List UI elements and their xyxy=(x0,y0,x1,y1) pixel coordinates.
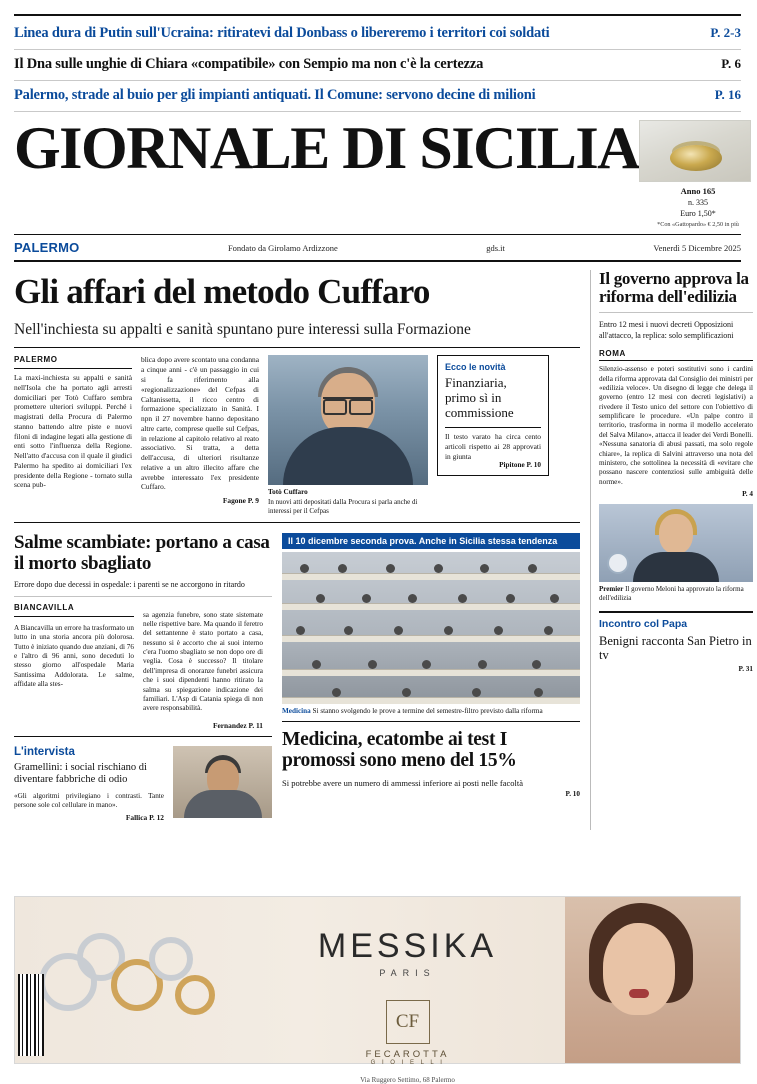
sidebar-kicker: ROMA xyxy=(599,349,753,361)
edition-city: PALERMO xyxy=(14,240,80,256)
lecture-row xyxy=(282,686,580,704)
website-label[interactable]: gds.it xyxy=(486,242,505,253)
lead-headline[interactable]: Gli affari del metodo Cuffaro xyxy=(14,272,430,312)
model-lips-shape xyxy=(629,989,649,998)
podium-emblem-icon xyxy=(607,552,629,574)
sidebar-page: P. 4 xyxy=(742,489,753,498)
papa-box-page: P. 31 xyxy=(738,665,753,674)
teaser-text: Palermo, strade al buio per gli impianti antiquati. Il Comune: servono decine di milioni xyxy=(14,87,536,103)
divider xyxy=(14,736,272,737)
teaser-page: P. 6 xyxy=(721,56,741,71)
teaser-page: P. 2-3 xyxy=(710,25,741,40)
sidebar-photo-caption xyxy=(599,585,753,603)
lecture-hall-image xyxy=(282,552,580,704)
masthead-logo-block xyxy=(14,115,639,181)
medicina-page: P. 10 xyxy=(565,789,580,798)
lead-photo-caption-text: In nuovi atti depositati dalla Procura si parla anche di interessi per il Cefpas xyxy=(268,497,418,515)
interview-kicker: L'intervista xyxy=(14,746,75,759)
salme-byline-page: P. 11 xyxy=(248,720,263,730)
teaser-page: P. 16 xyxy=(714,87,741,102)
medicina-story xyxy=(282,533,580,822)
student-head xyxy=(402,688,411,697)
medicina-dek: Si potrebbe avere un numero di ammessi inferiore ai posti nelle facoltà xyxy=(282,777,523,788)
portrait-body-shape xyxy=(184,790,262,818)
salme-kicker: BIANCAVILLA xyxy=(14,603,134,616)
sidebar-headline[interactable]: Il governo approva la riforma dell'edilizia xyxy=(599,269,749,307)
divider xyxy=(14,596,272,597)
student-head xyxy=(344,626,353,635)
newspaper-title: GIORNALE DI SICILIA xyxy=(14,115,639,181)
teaser-row[interactable] xyxy=(14,14,741,50)
interview-headline[interactable]: Gramellini: i social rischiano di diventare fabbriche di odio xyxy=(14,762,147,786)
divider xyxy=(282,721,580,722)
interview-story xyxy=(14,746,272,822)
student-head xyxy=(300,564,309,573)
student-head xyxy=(332,688,341,697)
lead-story-body xyxy=(14,355,580,516)
student-head xyxy=(534,688,543,697)
student-head xyxy=(312,660,321,669)
lead-byline-page: P. 9 xyxy=(247,496,259,506)
salme-byline-name: Fernandez xyxy=(212,720,247,730)
masthead xyxy=(14,115,741,230)
student-head xyxy=(506,594,515,603)
salme-headline[interactable]: Salme scambiate: portano a casa il morto sbagliato xyxy=(14,532,270,574)
desk-row xyxy=(282,635,580,642)
ad-store-sublabel: G I O I E L L I xyxy=(370,1060,445,1066)
teaser-row[interactable] xyxy=(14,81,741,112)
masthead-prezzo: Euro 1,50* xyxy=(680,208,716,218)
student-head xyxy=(444,626,453,635)
papa-box-title: Benigni racconta San Pietro in tv xyxy=(599,634,752,663)
student-head xyxy=(458,594,467,603)
sidebar-photo-caption-text: Il governo Meloni ha approvato la riforma dell'edilizia xyxy=(599,584,744,603)
divider xyxy=(14,347,580,348)
salme-paragraph: sa agenzia funebre, sono state sistemate nelle rispettive bare. Ma quando il feretro del settantenne è stato portato a casa, nessuno si è accorto che ai suoi interno c'era l'uomo sbagliato se non dopo ore di veglia. Cosa è successo? Il titolare dell'impresa di onoranze funebri assicura che i suoi dipendenti hanno ritirato la salma su spiegazione indicazione dei familiari. L'Asp di Catania spiega di non avere responsabilità. xyxy=(143,610,263,713)
sidebar-dek: Entro 12 mesi i nuovi decreti Opposizioni all'attacco, la replica: solo semplificazioni xyxy=(599,320,734,340)
ad-text-block xyxy=(250,897,565,1084)
lead-kicker: PALERMO xyxy=(14,355,132,369)
student-head xyxy=(532,660,541,669)
ad-monogram-icon: CF xyxy=(386,1000,430,1044)
student-head xyxy=(550,594,559,603)
interview-byline xyxy=(14,813,164,822)
desk-row xyxy=(282,669,580,676)
box-byline-name: Pipitone xyxy=(499,461,525,470)
lecture-row xyxy=(282,658,580,676)
student-head xyxy=(494,626,503,635)
masthead-info-block xyxy=(639,120,757,230)
interview-byline-name: Fallica xyxy=(125,813,148,823)
divider xyxy=(599,312,753,313)
ad-brand-subtitle: PARIS xyxy=(379,968,436,978)
student-head xyxy=(472,688,481,697)
masthead-numero: n. 335 xyxy=(688,197,708,207)
lead-byline xyxy=(141,496,259,506)
medicina-caption-tag: Medicina xyxy=(282,707,311,716)
issue-date: Venerdì 5 Dicembre 2025 xyxy=(653,242,741,253)
finanziaria-box[interactable] xyxy=(437,355,549,476)
ring-shape xyxy=(175,975,215,1015)
desk-row xyxy=(282,697,580,704)
lead-photo-caption-name: Totò Cuffaro xyxy=(268,488,308,497)
lecture-row xyxy=(282,624,580,642)
lead-photo-block xyxy=(268,355,428,516)
medicina-caption-text: Si stanno svolgendo le prove a termine del semestre-filtro previsto dalla riforma xyxy=(312,707,543,716)
medicina-strip-banner: Il 10 dicembre seconda prova. Anche in Sicilia stessa tendenza xyxy=(282,533,580,549)
ad-model-image xyxy=(565,897,740,1063)
sidebar-photo-caption-name: Premier xyxy=(599,584,624,593)
interview-text-block xyxy=(14,746,164,822)
model-face-shape xyxy=(603,923,675,1015)
student-head xyxy=(362,594,371,603)
sidebar-body: Silenzio-assenso e poteri sostitutivi sono i cardini della riforma approvata dal Consiglio dei ministri per «edilizia veloce». Un disegno di legge che delega il governo (entro 12 mesi con decreti legislativi) a rivedere il Testo unico del settore con l'obiettivo di semplificare le procedure. «Un palpe contro il territorio, trasforma in norma il modello accelerato del Salva Milano», attacca il leader dei Verdi Bonelli. «Nessuna sanatoria di abusi passati, ma solo regole chiare», la replica di Salvini attraverso una nota del ministero, che sottolinea la necessità di «evitare che possano nascere contenziosi sulle ambiguità delle norme». xyxy=(599,365,753,486)
student-head xyxy=(296,626,305,635)
masthead-meta xyxy=(639,186,757,230)
teaser-text: Il Dna sulle unghie di Chiara «compatibile» con Sempio ma non c'è la certezza xyxy=(14,56,484,72)
meloni-photo-image xyxy=(599,504,753,582)
teaser-bar xyxy=(14,0,741,112)
main-column xyxy=(14,270,580,830)
student-head xyxy=(394,626,403,635)
divider xyxy=(14,522,580,523)
news-box-column xyxy=(437,355,549,516)
content-grid xyxy=(14,269,753,830)
ad-store-label: FECAROTTA xyxy=(365,1049,450,1060)
box-eyebrow: Ecco le novità xyxy=(445,362,506,373)
box-byline xyxy=(445,461,541,469)
advertisement-banner[interactable] xyxy=(14,896,741,1084)
student-head xyxy=(408,594,417,603)
papa-box[interactable] xyxy=(599,611,753,673)
gramellini-portrait-image xyxy=(173,746,272,818)
lead-text-column-1 xyxy=(14,355,132,516)
lead-byline-name: Fagone xyxy=(222,496,246,506)
desk-row xyxy=(282,573,580,580)
ad-address: Via Ruggero Settimo, 68 Palermo xyxy=(360,1076,455,1084)
glasses-icon xyxy=(323,397,373,409)
salme-story xyxy=(14,533,272,822)
lead-text-column-2 xyxy=(141,355,259,516)
ad-store-name xyxy=(250,1049,565,1066)
desk-row xyxy=(282,603,580,610)
student-head xyxy=(480,564,489,573)
student-head xyxy=(338,564,347,573)
teaser-row[interactable] xyxy=(14,50,741,81)
portrait-face-shape xyxy=(659,514,693,554)
portrait-body-shape xyxy=(283,427,413,485)
cuffaro-portrait-image xyxy=(268,355,428,485)
city-bar xyxy=(14,234,741,262)
founder-line: Fondato da Girolamo Ardizzone xyxy=(227,242,338,253)
ad-brand-name: MESSIKA xyxy=(317,927,498,965)
student-head xyxy=(386,564,395,573)
student-head xyxy=(316,594,325,603)
student-head xyxy=(422,660,431,669)
box-title: Finanziaria, primo sì in commissione xyxy=(445,375,514,421)
masthead-thumbnail-image xyxy=(639,120,751,182)
teaser-text: Linea dura di Putin sull'Ucraina: ritiratevi dal Donbass o libereremo i territori coi soldati xyxy=(14,25,550,41)
medicina-caption xyxy=(282,707,580,715)
portrait-body-shape xyxy=(633,552,719,582)
divider xyxy=(445,427,541,428)
box-text: Il testo varato ha circa cento articoli rispetto ai 28 approvati in giunta xyxy=(445,432,541,461)
student-head xyxy=(368,660,377,669)
sidebar-column xyxy=(590,270,753,830)
barcode xyxy=(18,974,44,1056)
box-byline-page: P. 10 xyxy=(526,461,541,470)
student-head xyxy=(528,564,537,573)
student-head xyxy=(544,626,553,635)
masthead-anno: Anno 165 xyxy=(680,186,716,196)
papa-box-kicker: Incontro col Papa xyxy=(599,618,688,631)
medicina-headline[interactable]: Medicina, ecatombe ai test I promossi sono meno del 15% xyxy=(282,729,517,772)
salme-byline xyxy=(143,721,263,731)
secondary-stories xyxy=(14,533,580,822)
lead-subhead: Nell'inchiesta su appalti e sanità spuntano pure interessi sulla Formazione xyxy=(14,320,471,338)
salme-paragraph: A Biancavilla un errore ha trasformato un lutto in una storia ancora più dolorosa. Tutto è iniziato quando due anziani, di 76 e l'altro di 96 anni, sono deceduti lo stesso giorno all'ospedale Maria Santissima Addolorata. Le salme, affidate alla stes- xyxy=(14,624,134,689)
salme-body xyxy=(14,603,272,730)
student-head xyxy=(434,564,443,573)
masthead-nota: *Con «Gattopardo» € 2,50 in più xyxy=(657,221,739,229)
lecture-row xyxy=(282,562,580,580)
student-head xyxy=(478,660,487,669)
interview-byline-page: P. 12 xyxy=(149,813,164,823)
salme-column-1 xyxy=(14,603,134,730)
salme-column-2 xyxy=(143,603,263,730)
lead-photo-caption xyxy=(268,488,428,516)
ring-shape xyxy=(149,937,193,981)
interview-text: «Gli algoritmi privilegiano i contrasti. Tante persone sole col cellulare in mano». xyxy=(14,791,164,809)
lead-paragraph: La maxi-inchiesta su appalti e sanità nell'Isola che ha portato agli arresti domiciliari per Totò Cuffaro sembra promettere ulteriori sviluppi. Perché i magistrati della Procura di Palermo stanno battendo altre piste e nuovi filoni di indagine legati alla gestione di enti sotto l'influenza della Regione. Nell'atto d'accusa con il quale il giudici Palermo ha spedito ai domiciliari l'ex presidente della Regione - tornato sulla scena pub- xyxy=(14,373,132,490)
lead-paragraph: blica dopo avere scontato una condanna a cinque anni - c'è un passaggio in cui si fa riferimento alla «regionalizzazione» del Cefpas di Caltanissetta, il ricco centro di formazione specializzato in Sanità. I npn il 27 novembre hanno depositano altre carte, comprese quelle sul Cefpas, in relazione al capitolo relativo al reato associativo. Si tratta, a detta dell'accusa, di ulteriori risultanze relative a un altro illecito affare che avrebbe interessato l'ex presidente Cuffaro. xyxy=(141,355,259,492)
ad-jewelry-image xyxy=(15,897,250,1063)
salme-dek: Errore dopo due decessi in ospedale: i parenti se ne accorgono in ritardo xyxy=(14,580,245,590)
lecture-row xyxy=(282,592,580,610)
